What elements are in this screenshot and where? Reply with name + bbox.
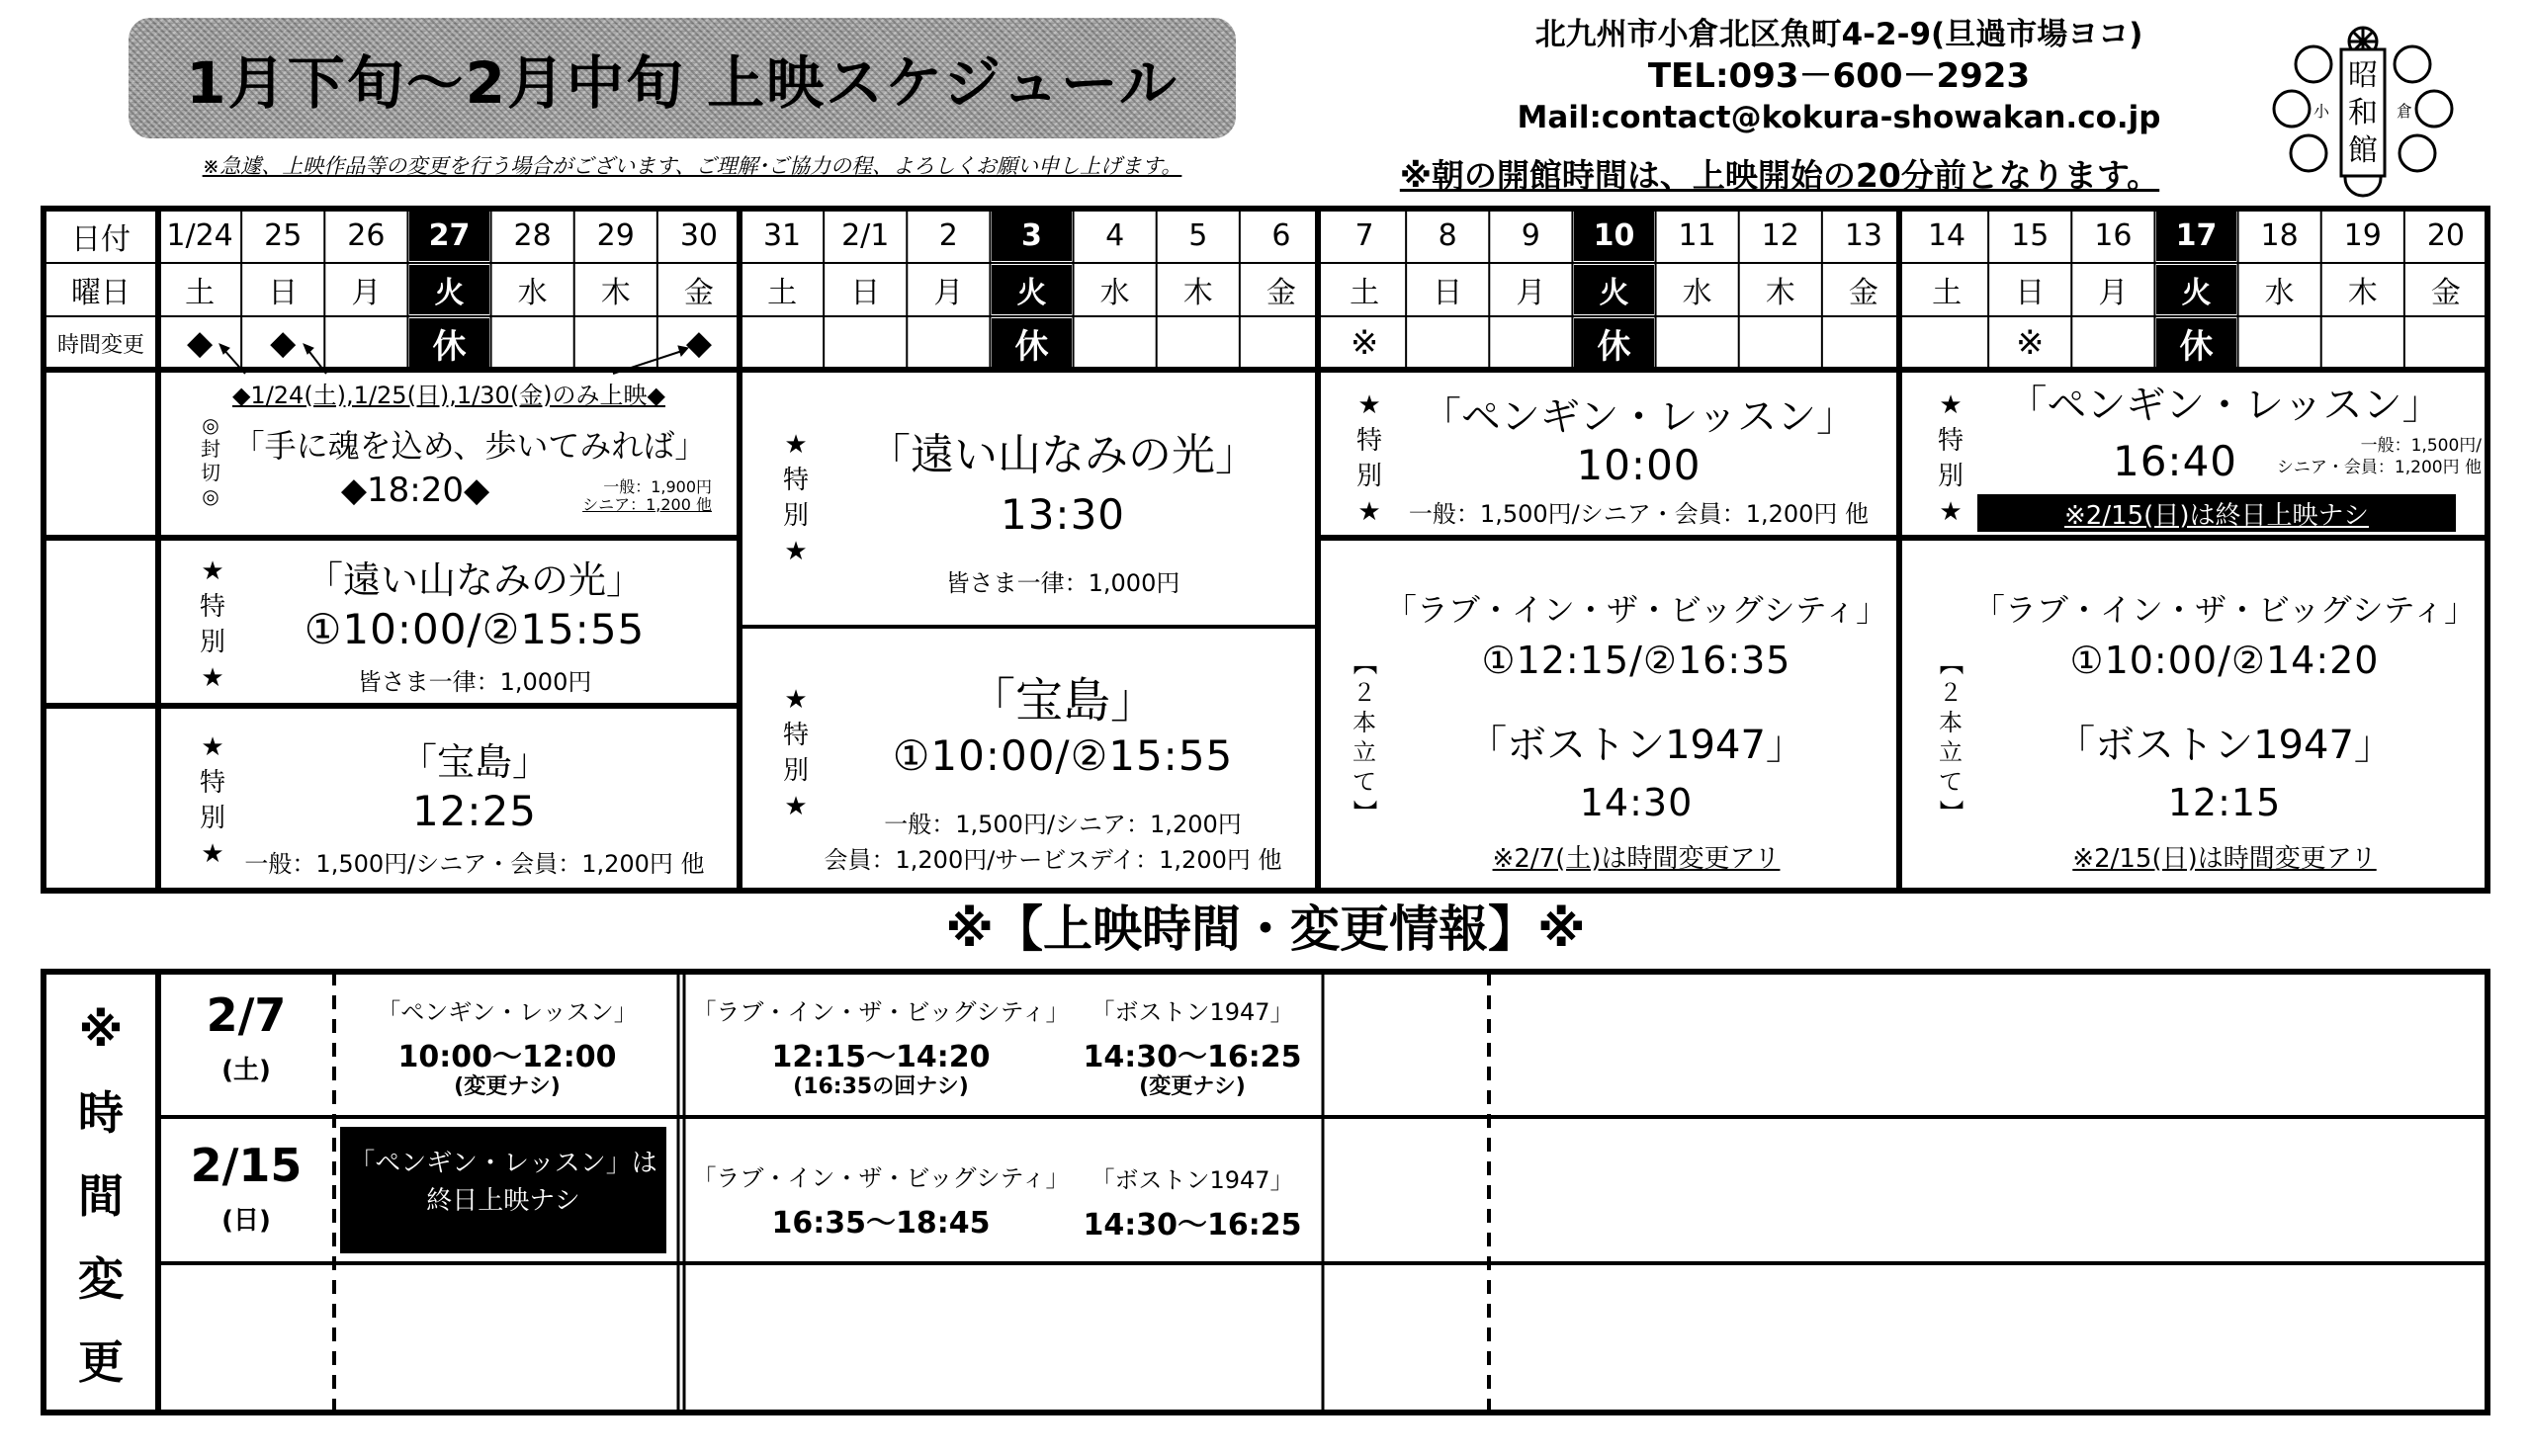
- notice-line: 終日上映ナシ: [426, 1186, 580, 1216]
- logo-right-char: 倉: [2397, 102, 2413, 121]
- weekday-cell: 火: [409, 265, 488, 314]
- row-label-date: 日付: [71, 221, 131, 257]
- tag-char: 立: [1353, 738, 1376, 766]
- tag-char: 【: [1351, 651, 1378, 675]
- special-tag: [198, 729, 227, 872]
- mark-cell: ※: [2015, 323, 2045, 363]
- tag-char: ★: [201, 732, 224, 762]
- r1-col2-time: 12:15～14:20: [771, 1040, 991, 1074]
- change-day: (日): [221, 1206, 271, 1236]
- email: Mail:contact@kokura-showakan.co.jp: [1517, 100, 2161, 135]
- double-feature-tag: [1350, 648, 1379, 826]
- change-day: (土): [221, 1056, 271, 1085]
- weekday-cell: 火: [1574, 265, 1653, 314]
- mark-cell: [2240, 318, 2319, 368]
- weekday-cell: 月: [1516, 276, 1546, 310]
- tag-char: ★: [1357, 390, 1381, 420]
- tag-char: 本: [1939, 709, 1963, 736]
- mark-cell: [1491, 318, 1570, 368]
- tag-char: 別: [782, 756, 809, 786]
- mark-cell: [1741, 318, 1820, 368]
- date-cell: 19: [2343, 218, 2382, 253]
- opening-time-note: ※朝の開館時間は、上映開始の20分前となります。: [1399, 156, 2160, 195]
- tag-char: 本: [1353, 709, 1376, 736]
- mark-cell: ◆: [270, 323, 297, 363]
- w4-movie2-time: ①10:00/②14:20: [2069, 639, 2380, 682]
- date-cell: 20: [2426, 218, 2465, 253]
- w4-price-general: 一般：1,500円/: [2360, 436, 2482, 456]
- tag-char: 特: [1355, 426, 1382, 456]
- r2-col3-time: 14:30～16:25: [1083, 1208, 1302, 1242]
- side-char: 更: [78, 1335, 124, 1389]
- date-cell: 14: [1927, 218, 1966, 253]
- sealed-price-general: 一般：1,900円: [603, 477, 712, 496]
- tag-char: ★: [784, 792, 808, 821]
- mark-cell: [1907, 318, 1986, 368]
- w4-movie3-title: 「ボストン1947」: [2055, 723, 2394, 768]
- mark-cell: [1076, 318, 1155, 368]
- date-cell: 10: [1574, 211, 1653, 261]
- tag-char: ★: [784, 685, 808, 715]
- address: 北九州市小倉北区魚町4-2-9(旦過市場ヨコ): [1534, 17, 2143, 52]
- tag-char: 特: [1937, 426, 1964, 456]
- tag-char: 切: [201, 461, 220, 484]
- date-cell: 27: [409, 211, 488, 261]
- weekday-cell: 日: [850, 276, 881, 310]
- w2-movie1-price: 皆さま一律：1,000円: [945, 569, 1180, 597]
- mark-cell: ◆: [186, 323, 214, 363]
- tag-char: 特: [782, 466, 809, 495]
- weekday-cell: 木: [600, 276, 631, 310]
- sealed-header: ◆1/24(土),1/25(日),1/30(金)のみ上映◆: [231, 382, 666, 409]
- r1-col3-note: (変更ナシ): [1139, 1074, 1246, 1099]
- tag-char: 別: [782, 501, 809, 531]
- mark-cell: [1658, 318, 1737, 368]
- weekday-cell: 日: [2015, 276, 2046, 310]
- notice-text: ※2/15(日)は終日上映ナシ: [2064, 500, 2369, 531]
- date-cell: 13: [1844, 218, 1882, 253]
- weekday-cell: 日: [1433, 276, 1463, 310]
- mark-cell: [576, 318, 655, 368]
- tag-char: 特: [782, 721, 809, 750]
- tag-char: 】: [1351, 800, 1378, 823]
- tag-char: て: [1353, 768, 1376, 796]
- w4-change-note: ※2/15(日)は時間変更アリ: [2072, 844, 2377, 874]
- weekday-cell: 水: [1682, 276, 1712, 310]
- r1-col1-note: (変更ナシ): [454, 1074, 561, 1099]
- w3-movie3-title: 「ボストン1947」: [1467, 723, 1805, 768]
- date-cell: 5: [1188, 218, 1208, 253]
- w2-movie2-price2: 会員：1,200円/サービスデイ：1,200円 他: [824, 846, 1282, 874]
- double-feature-tag: [1936, 648, 1965, 826]
- r2-col2-time: 16:35～18:45: [771, 1206, 991, 1241]
- tag-char: 特: [199, 768, 225, 798]
- mark-cell: ◆: [685, 323, 712, 363]
- date-cell: 25: [264, 218, 303, 253]
- mark-cell: [2406, 318, 2486, 368]
- date-cell: 11: [1678, 218, 1716, 253]
- weekday-cell: 土: [1350, 276, 1380, 310]
- w3-movie1-price: 一般：1,500円/シニア・会員：1,200円 他: [1408, 500, 1870, 528]
- weekday-cell: 日: [268, 276, 299, 310]
- tag-char: 別: [199, 628, 225, 657]
- mark-cell: [1242, 318, 1321, 368]
- row-label-time-change: 時間変更: [56, 332, 144, 358]
- weekday-cell: 金: [2430, 276, 2461, 310]
- tag-char: ★: [201, 839, 224, 869]
- w3-movie2-title: 「ラブ・イン・ザ・ビッグシティ」: [1384, 591, 1888, 629]
- date-cell: 4: [1105, 218, 1125, 253]
- mark-cell: [742, 318, 822, 368]
- date-cell: 28: [513, 218, 552, 253]
- mark-cell: [2323, 318, 2402, 368]
- tag-char: 【: [1937, 651, 1964, 675]
- tag-char: て: [1939, 768, 1963, 796]
- date-cell: 9: [1521, 218, 1540, 253]
- w2-movie1-time: 13:30: [1000, 490, 1126, 539]
- page-title: 1月下旬～2月中旬 上映スケジュール: [186, 49, 1178, 117]
- weekday-cell: 金: [1266, 276, 1296, 310]
- w1-movie3-price: 一般：1,500円/シニア・会員：1,200円 他: [244, 850, 705, 878]
- r2-col2-title: 「ラブ・イン・ザ・ビッグシティ」: [692, 1164, 1070, 1192]
- w4-movie1-time: 16:40: [2112, 437, 2238, 485]
- r2-col3-title: 「ボストン1947」: [1091, 1166, 1294, 1194]
- change-side-label: [44, 988, 158, 1404]
- tag-char: ２: [1353, 679, 1376, 707]
- change-date: 2/15: [190, 1139, 303, 1192]
- w1-movie2-time: ①10:00/②15:55: [304, 605, 646, 653]
- w3-movie2-time: ①12:15/②16:35: [1481, 639, 1791, 682]
- side-char: ※: [78, 1003, 124, 1057]
- w4-movie1-title: 「ペンギン・レッスン」: [2007, 383, 2442, 428]
- w3-movie1-time: 10:00: [1576, 441, 1702, 489]
- mark-cell: [826, 318, 905, 368]
- weekday-cell: 土: [185, 276, 216, 310]
- side-char: 間: [78, 1169, 124, 1223]
- weekday-cell: 水: [2264, 276, 2295, 310]
- w4-price-senior: シニア・会員：1,200円 他: [2276, 458, 2482, 477]
- tag-char: ★: [784, 537, 808, 566]
- logo-char: 和: [2348, 96, 2378, 130]
- date-cell: 8: [1438, 218, 1457, 253]
- w4-no-screening-notice: [1977, 494, 2456, 532]
- date-cell: 29: [596, 218, 635, 253]
- w1-movie2-price: 皆さま一律：1,000円: [357, 668, 592, 696]
- date-cell: 12: [1761, 218, 1799, 253]
- tag-char: ★: [1357, 497, 1381, 527]
- date-cell: 30: [679, 218, 718, 253]
- tag-char: ★: [784, 430, 808, 460]
- weekday-cell: 土: [1932, 276, 1963, 310]
- w1-movie3-time: 12:25: [411, 787, 538, 835]
- mark-cell: 休: [1574, 318, 1653, 368]
- r1-col2-title: 「ラブ・イン・ザ・ビッグシティ」: [692, 998, 1070, 1026]
- mark-cell: [2073, 318, 2152, 368]
- tag-char: 立: [1939, 738, 1963, 766]
- weekday-cell: 木: [1182, 276, 1213, 310]
- tag-char: ２: [1939, 679, 1963, 707]
- w3-change-note: ※2/7(土)は時間変更アリ: [1492, 844, 1781, 874]
- tag-char: ★: [201, 663, 224, 693]
- special-tag: [198, 554, 227, 696]
- date-cell: 2: [938, 218, 958, 253]
- tag-char: ★: [1939, 497, 1963, 527]
- notice-line: 「ペンギン・レッスン」は: [349, 1149, 657, 1178]
- weekday-cell: 金: [1848, 276, 1878, 310]
- w1-movie3-title: 「宝島」: [398, 740, 550, 784]
- r2-col1-no-screening: [340, 1127, 666, 1253]
- w2-movie1-title: 「遠い山なみの光」: [867, 430, 1259, 480]
- weekday-cell: 木: [2347, 276, 2378, 310]
- tag-char: 別: [199, 804, 225, 833]
- weekday-cell: 水: [1099, 276, 1130, 310]
- side-char: 時: [78, 1086, 124, 1140]
- mark-cell: [1159, 318, 1238, 368]
- date-cell: 15: [2011, 218, 2050, 253]
- weekday-cell: 木: [1765, 276, 1795, 310]
- sealed-title: 「手に魂を込め、歩いてみれば」: [232, 427, 707, 465]
- tag-char: 】: [1937, 800, 1964, 823]
- logo-char: 館: [2348, 133, 2378, 168]
- tag-char: 別: [1937, 462, 1964, 491]
- change-date: 2/7: [206, 988, 287, 1042]
- w2-movie2-time: ①10:00/②15:55: [892, 731, 1234, 780]
- tag-char: ★: [201, 557, 224, 586]
- weekday-cell: 火: [2156, 265, 2235, 314]
- r1-col1-title: 「ペンギン・レッスン」: [377, 998, 638, 1026]
- date-cell: 1/24: [166, 218, 233, 253]
- mark-cell: [493, 318, 572, 368]
- mark-cell: [326, 318, 405, 368]
- weekday-cell: 水: [517, 276, 548, 310]
- mark-cell: 休: [409, 318, 488, 368]
- r1-col3-time: 14:30～16:25: [1083, 1040, 1302, 1074]
- tag-char: ◎: [202, 484, 219, 508]
- date-cell: 16: [2094, 218, 2133, 253]
- weekday-cell: 金: [683, 276, 714, 310]
- date-cell: 2/1: [841, 218, 890, 253]
- logo-left-char: 小: [2313, 102, 2330, 121]
- logo-char: 昭: [2348, 58, 2378, 93]
- special-tag: [1936, 387, 1965, 530]
- r1-col1-time: 10:00～12:00: [397, 1040, 617, 1074]
- date-cell: 6: [1271, 218, 1291, 253]
- date-cell: 18: [2260, 218, 2299, 253]
- r1-col3-title: 「ボストン1947」: [1091, 998, 1294, 1026]
- w2-movie2-title: 「宝島」: [967, 673, 1158, 728]
- w2-movie2-price1: 一般：1,500円/シニア：1,200円: [884, 811, 1242, 838]
- change-notice: ※急遽、上映作品等の変更を行う場合がございます、ご理解･ご協力の程、よろしくお願い申し上げます。: [202, 154, 1182, 178]
- mark-cell: [1824, 318, 1903, 368]
- special-tag: [1354, 387, 1384, 530]
- side-char: 変: [78, 1252, 124, 1306]
- tag-char: 別: [1355, 462, 1382, 491]
- mark-cell: ※: [1350, 323, 1379, 363]
- row-label-weekday: 曜日: [71, 276, 131, 310]
- weekday-cell: 月: [933, 276, 964, 310]
- telephone: TEL:093－600－2923: [1647, 56, 2031, 96]
- special-tag: [781, 682, 811, 824]
- mark-cell: [1408, 318, 1487, 368]
- w4-movie3-time: 12:15: [2167, 781, 2282, 824]
- tag-char: ◎: [202, 413, 219, 437]
- tag-char: 特: [199, 592, 225, 622]
- mark-cell: 休: [2156, 318, 2235, 368]
- sealed-price-senior: シニア：1,200 他: [582, 495, 712, 514]
- mark-cell: [909, 318, 988, 368]
- date-cell: 26: [347, 218, 386, 253]
- weekday-cell: 月: [351, 276, 382, 310]
- w4-movie2-title: 「ラブ・イン・ザ・ビッグシティ」: [1972, 591, 2477, 629]
- w3-movie1-title: 「ペンギン・レッスン」: [1421, 394, 1857, 440]
- date-cell: 17: [2156, 211, 2235, 261]
- sealed-time: ◆18:20◆: [340, 471, 490, 510]
- tag-char: ★: [1939, 390, 1963, 420]
- date-cell: 31: [762, 218, 802, 253]
- date-cell: 7: [1354, 218, 1374, 253]
- weekday-cell: 月: [2098, 276, 2129, 310]
- weekday-cell: 火: [992, 265, 1071, 314]
- change-info-title: ※【上映時間・変更情報】※: [945, 900, 1586, 958]
- r1-col2-note: (16:35の回ナシ): [793, 1074, 969, 1099]
- special-tag: [781, 427, 811, 569]
- w3-movie3-time: 14:30: [1579, 781, 1694, 824]
- mark-cell: 休: [992, 318, 1071, 368]
- tag-char: 封: [201, 437, 220, 461]
- weekday-cell: 土: [767, 276, 798, 310]
- w1-movie2-title: 「遠い山なみの光」: [305, 558, 644, 602]
- date-cell: 3: [992, 211, 1071, 261]
